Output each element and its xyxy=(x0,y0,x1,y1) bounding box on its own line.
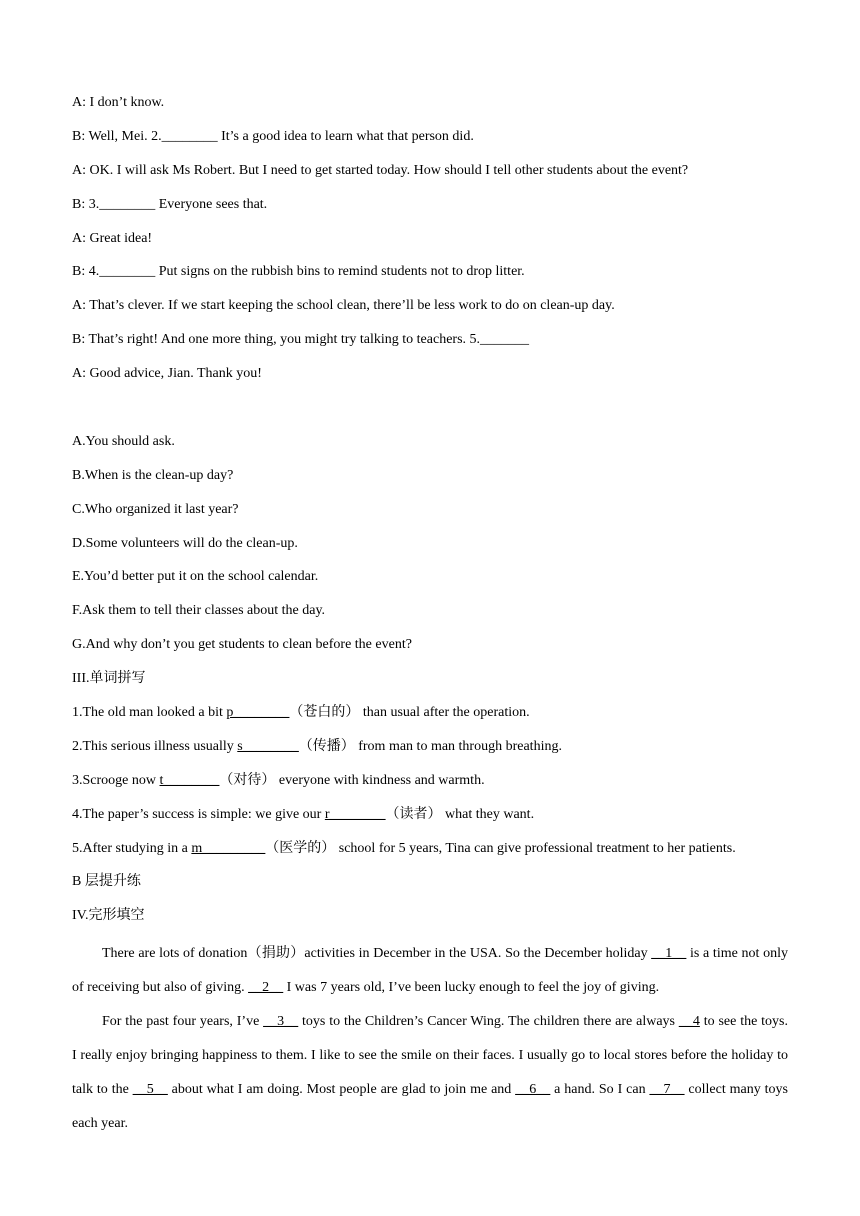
dialogue-line: A: Great idea! xyxy=(72,230,153,246)
cloze-blank: __4 xyxy=(678,1014,700,1030)
spelling-blank: r________ xyxy=(324,806,386,822)
spelling-item: 4.The paper’s success is simple: we give our r________（读者） what they want. xyxy=(72,806,535,822)
option-item: E.You’d better put it on the school calendar. xyxy=(72,569,319,585)
spelling-list xyxy=(72,700,788,869)
section-title-spelling: III.单词拼写 xyxy=(72,671,146,687)
spelling-blank: m_________ xyxy=(191,840,266,856)
spelling-item: 5.After studying in a m_________（医学的） school for 5 years, Tina can give professional treatment to her patients. xyxy=(72,840,736,856)
options-list xyxy=(72,429,788,666)
dialogue-line: A: Good advice, Jian. Thank you! xyxy=(72,366,262,382)
cloze-blank: __1__ xyxy=(651,946,687,962)
spelling-hint: （苍白的） xyxy=(289,705,360,721)
spelling-hint: （医学的） xyxy=(265,840,336,856)
option-item: C.Who organized it last year? xyxy=(72,501,239,517)
spelling-hint: （对待） xyxy=(219,772,276,788)
dialogue-line: B: 4.________ Put signs on the rubbish bins to remind students not to drop litter. xyxy=(72,264,525,280)
section-title-cloze: IV.完形填空 xyxy=(72,908,145,924)
cloze-paragraph: For the past four years, I’ve __3__ toys to the Children’s Cancer Wing. The children there are always __4 to see the toys. I really enjoy bringing happiness to them. I like to see the smile on their faces. I usually go to local stores before the holiday to talk to the __5__ about what I am doing. Most people are glad to join me and __6__ a hand. So I can __7__ collect many toys each year. xyxy=(72,1014,788,1131)
cloze-blank: __2__ xyxy=(248,980,284,996)
worksheet-page xyxy=(72,90,788,1141)
dialogue-line: B: That’s right! And one more thing, you might try talking to teachers. 5._______ xyxy=(72,332,530,348)
spacer xyxy=(72,395,788,429)
spelling-hint: （读者） xyxy=(385,806,442,822)
spelling-item: 1.The old man looked a bit p________（苍白的） than usual after the operation. xyxy=(72,705,530,721)
cloze-paragraph: There are lots of donation（捐助）activities in December in the USA. So the December holiday __1__ is a time not only of receiving but also of giving. __2__ I was 7 years old, I’ve been lucky enough to feel the joy of giving. xyxy=(72,946,788,996)
option-item: A.You should ask. xyxy=(72,433,175,449)
cloze-blank: __6__ xyxy=(515,1081,551,1097)
dialogue-line: B: 3.________ Everyone sees that. xyxy=(72,196,268,212)
spelling-blank: p________ xyxy=(226,705,290,721)
level-b-heading: B 层提升练 xyxy=(72,874,141,890)
cloze-passage xyxy=(72,937,788,1140)
spelling-item: 3.Scrooge now t________（对待） everyone with kindness and warmth. xyxy=(72,772,485,788)
option-item: F.Ask them to tell their classes about the day. xyxy=(72,603,326,619)
spelling-blank: s________ xyxy=(237,738,299,754)
spelling-hint: （传播） xyxy=(298,738,355,754)
cloze-blank: __7__ xyxy=(649,1081,685,1097)
cloze-blank: __3__ xyxy=(263,1014,299,1030)
dialogue-line: A: OK. I will ask Ms Robert. But I need to get started today. How should I tell other students about the event? xyxy=(72,162,689,178)
option-item: D.Some volunteers will do the clean-up. xyxy=(72,535,298,551)
spelling-blank: t________ xyxy=(159,772,220,788)
option-item: G.And why don’t you get students to clean before the event? xyxy=(72,637,412,653)
dialogue-line: B: Well, Mei. 2.________ It’s a good idea to learn what that person did. xyxy=(72,128,474,144)
spelling-item: 2.This serious illness usually s________（传播） from man to man through breathing. xyxy=(72,738,562,754)
cloze-blank: __5__ xyxy=(132,1081,168,1097)
dialogue-line: A: I don’t know. xyxy=(72,95,165,110)
option-item: B.When is the clean-up day? xyxy=(72,467,234,483)
dialogue-line: A: That’s clever. If we start keeping the school clean, there’ll be less work to do on clean-up day. xyxy=(72,298,615,314)
dialogue xyxy=(72,90,788,395)
